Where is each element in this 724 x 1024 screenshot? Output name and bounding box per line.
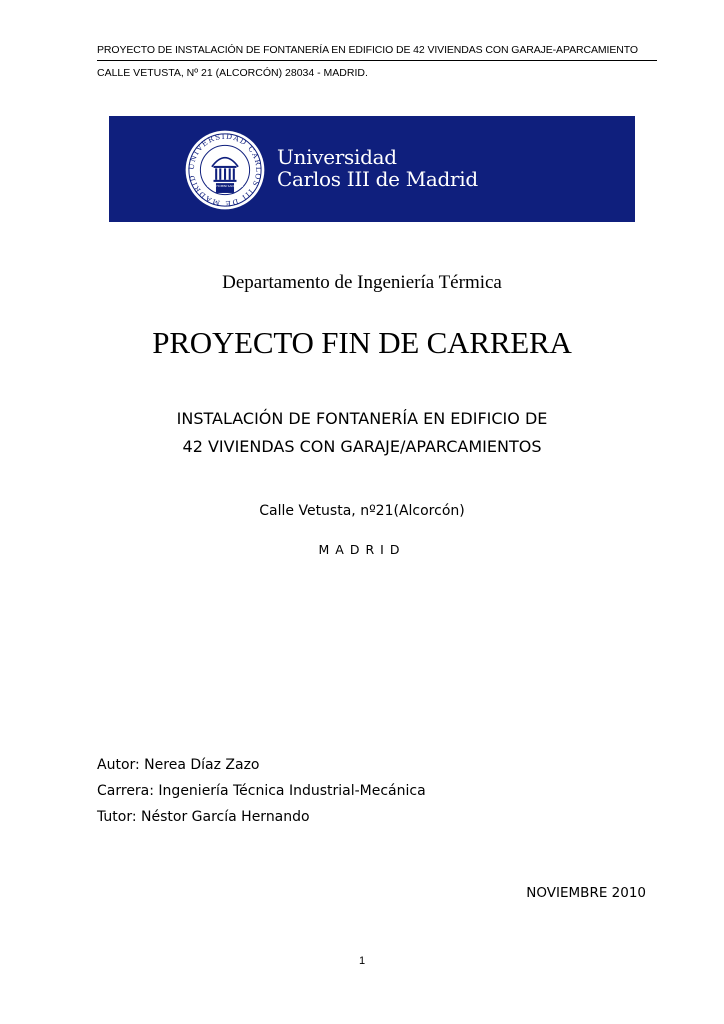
- department-name: Departamento de Ingeniería Térmica: [222, 272, 502, 293]
- header-divider: [97, 60, 657, 61]
- project-type-heading: PROYECTO FIN DE CARRERA: [152, 325, 572, 360]
- svg-text:HOMO HOMINI SACRA RES: HOMO HOMINI SACRA RES: [206, 184, 244, 189]
- author-details: [97, 752, 426, 830]
- tutor-line: Tutor: Néstor García Hernando: [97, 809, 310, 825]
- university-name: [277, 146, 478, 190]
- svg-text:UNIVERSIDAD CARLOS III DE MADR: UNIVERSIDAD CARLOS III DE MADRID: [186, 131, 264, 209]
- submission-date: NOVIEMBRE 2010: [526, 885, 646, 901]
- project-title-line2: 42 VIVIENDAS CON GARAJE/APARCAMIENTOS: [182, 437, 542, 456]
- page-number: 1: [358, 955, 366, 967]
- running-header-address: CALLE VETUSTA, Nº 21 (ALCORCÓN) 28034 - MADRID.: [97, 67, 368, 79]
- project-city: MADRID: [318, 542, 406, 557]
- project-title: [0, 405, 724, 461]
- project-address: Calle Vetusta, nº21(Alcorcón): [259, 503, 465, 519]
- degree-line: Carrera: Ingeniería Técnica Industrial-Mecánica: [97, 783, 426, 799]
- university-banner: [109, 116, 635, 222]
- author-line: Autor: Nerea Díaz Zazo: [97, 757, 260, 773]
- university-name-line2: Carlos III de Madrid: [277, 167, 478, 191]
- university-name-line1: Universidad: [277, 145, 397, 169]
- running-header-title: PROYECTO DE INSTALACIÓN DE FONTANERÍA EN EDIFICIO DE 42 VIVIENDAS CON GARAJE-APARCAMIENTO: [97, 44, 638, 56]
- project-title-line1: INSTALACIÓN DE FONTANERÍA EN EDIFICIO DE: [176, 409, 548, 428]
- university-seal-icon: [184, 129, 266, 211]
